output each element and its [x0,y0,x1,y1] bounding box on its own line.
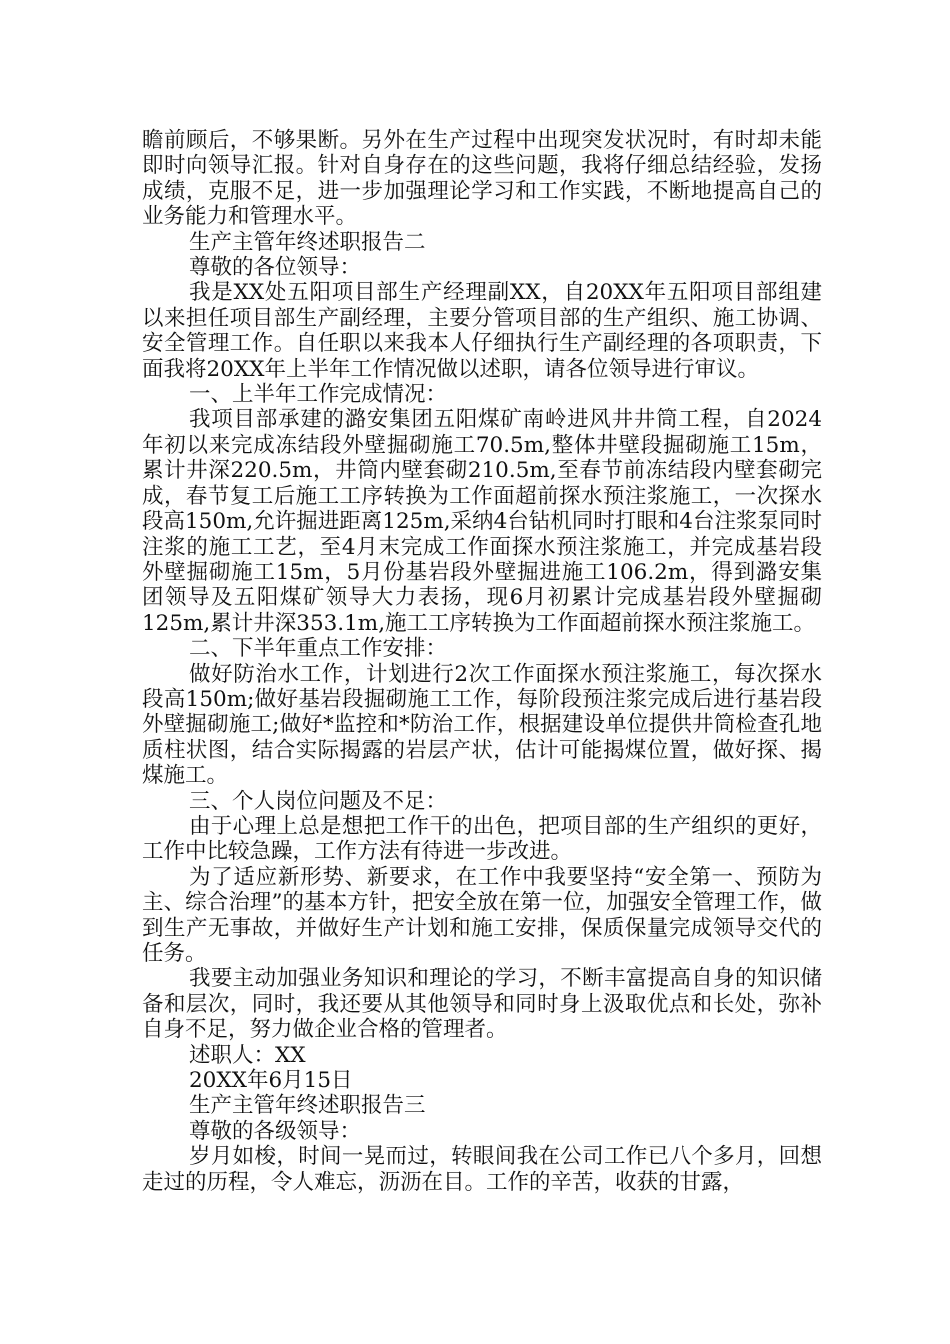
paragraph: 一、上半年工作完成情况： [189,382,448,408]
paragraph: 尊敬的各级领导： [189,1118,362,1144]
paragraph: 由于心理上总是想把工作干的出色，把项目部的生产组织的更好，工作中比较急躁，工作方法有待进一步改进。 [142,813,822,865]
paragraph: 为了适应新形势、新要求，在工作中我要坚持“安全第一、预防为主、综合治理”的基本方针，把安全放在第一位，加强安全管理工作，做到生产无事故，并做好生产计划和施工安排，保质保量完成领导交代的任务。 [142,864,822,966]
paragraph: 做好防治水工作，计划进行2次工作面探水预注浆施工，每次探水段高150m;做好基岩段掘砌施工工作，每阶段预注浆完成后进行基岩段外壁掘砌施工;做好*监控和*防治工作，根据建设单位提供井筒检查孔地质柱状图，结合实际揭露的岩层产状，估计可能揭煤位置，做好探、揭煤施工。 [142,661,822,789]
paragraph: 生产主管年终述职报告二 [189,229,426,255]
paragraph: 我项目部承建的潞安集团五阳煤矿南岭进风井井筒工程，自2024年初以来完成冻结段外壁掘砌施工70.5m,整体井壁段掘砌施工15m，累计井深220.5m，井筒内壁套砌210.5m,至春节前冻结段内壁套砌完成，春节复工后施工工序转换为工作面超前探水预注浆施工，一次探水段高150m,允许掘进距离125m,采纳4台钻机同时打眼和4台注浆泵同时注浆的施工工艺，至4月末完成工作面探水预注浆施工，并完成基岩段外壁掘砌施工15m，5月份基岩段外壁掘进施工106.2m，得到潞安集团领导及五阳煤矿领导大力表扬，现6月初累计完成基岩段外壁掘砌125m,累计井深353.1m,施工工序转换为工作面超前探水预注浆施工。 [142,407,822,636]
paragraph: 述职人：XX [189,1042,306,1068]
paragraph: 我要主动加强业务知识和理论的学习，不断丰富提高自身的知识储备和层次，同时，我还要从其他领导和同时身上汲取优点和长处，弥补自身不足，努力做企业合格的管理者。 [142,966,822,1043]
paragraph: 尊敬的各位领导： [189,255,362,281]
paragraph: 二、下半年重点工作安排： [189,636,448,662]
paragraph: 岁月如梭，时间一晃而过，转眼间我在公司工作已八个多月，回想走过的历程，令人难忘，沥沥在目。工作的辛苦，收获的甘露， [142,1144,822,1195]
paragraph: 瞻前顾后，不够果断。另外在生产过程中出现突发状况时，有时却未能即时向领导汇报。针对自身存在的这些问题，我将仔细总结经验，发扬成绩，克服不足，进一步加强理论学习和工作实践，不断地提高自己的业务能力和管理水平。 [142,128,822,230]
paragraph: 三、个人岗位问题及不足： [189,788,448,814]
paragraph: 生产主管年终述职报告三 [189,1093,426,1119]
paragraph: 我是XX处五阳项目部生产经理副XX，自20XX年五阳项目部组建以来担任项目部生产副经理，主要分管项目部的生产组织、施工协调、安全管理工作。自任职以来我本人仔细执行生产副经理的各项职责，下面我将20XX年上半年工作情况做以述职，请各位领导进行审议。 [142,280,822,382]
paragraph: 20XX年6月15日 [189,1068,353,1094]
document-page [142,128,822,1195]
